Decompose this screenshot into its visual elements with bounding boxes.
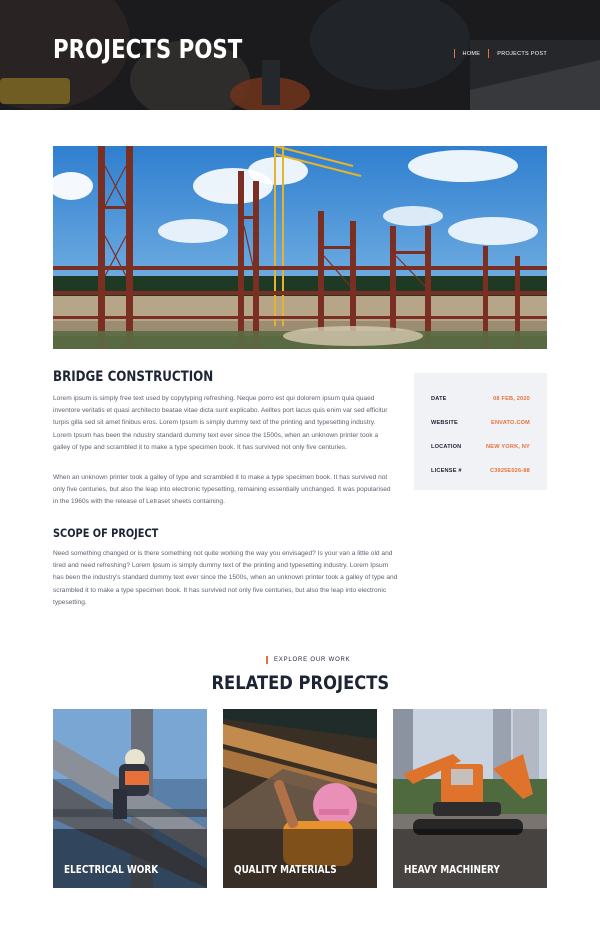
project-description-paragraph: Lorem ipsum is simply free text used by copytyping refreshing. Neque porro est qui dolorem ipsum quia quaed inventore veritatis et quasi architecto beatae vitae dicta sunt explicabo. Aelltes port lacus quis enim var sed efficitur turpis gilla sed sit amet finibus eros. Lorem Ipsum is simply dummy text of the printing and typesetting industry. Lorem Ipsum has been the ndustry standard dummy text ever since the 1500s, when an unknown printer took a galley of type and scrambled it to make a type specimen book. It has survived not only five centuries. (53, 395, 388, 451)
project-info-card (414, 373, 547, 490)
scope-description: Need something changed or is there something not quite working the way you envisaged? Is your van a little old and tired and need refreshing? Lorem Ipsum is simply dummy text of the printing and typesetting industry. Lorem Ipsum has been the industry's standard dummy text ever since the 1500s, when an unknown printer took a galley of type and scrambled it to make a type specimen book. It has survived not only five centuries, but also the leap into electronic typesetting. (53, 550, 398, 606)
info-label: DATE (431, 396, 447, 402)
related-eyebrow (266, 656, 350, 664)
info-value: NEW YORK, NY (486, 444, 530, 450)
breadcrumb-current: PROJECTS POST (497, 50, 547, 57)
breadcrumb (454, 49, 547, 58)
related-project-card[interactable] (223, 709, 377, 888)
card-photo-machinery (393, 709, 547, 888)
info-row-license (431, 459, 530, 483)
related-project-card[interactable] (393, 709, 547, 888)
info-value: C3925E026-88 (489, 468, 530, 474)
info-label: LOCATION (431, 444, 462, 450)
card-photo-materials (223, 709, 377, 888)
breadcrumb-divider (454, 49, 455, 58)
related-project-card[interactable] (53, 709, 207, 888)
info-row-website (431, 411, 530, 435)
scope-title: SCOPE OF PROJECT (53, 526, 159, 540)
info-value: 08 FEB, 2020 (493, 396, 530, 402)
project-description-paragraph: When an unknown printer took a galley of type and scrambled it to make a type specimen book. It has survived not only five centuries, but also the leap into electronic typesetting, remaining essentially unchanged. It was popularised in the 1960s with the release of Letraset sheets containing. (53, 474, 391, 506)
info-row-location (431, 435, 530, 459)
card-label: QUALITY MATERIALS (234, 864, 337, 876)
related-projects-title: RELATED PROJECTS (211, 672, 389, 694)
page-hero (0, 0, 600, 110)
page-title: PROJECTS POST (53, 35, 243, 65)
project-main-image (53, 146, 547, 349)
breadcrumb-home-link[interactable]: HOME (462, 50, 481, 57)
card-photo-electrical (53, 709, 207, 888)
eyebrow-accent-bar (266, 656, 268, 664)
card-label: HEAVY MACHINERY (404, 864, 500, 876)
info-label: LICENSE # (431, 468, 462, 474)
breadcrumb-divider (488, 49, 489, 58)
eyebrow-text: EXPLORE OUR WORK (274, 657, 351, 663)
card-label: ELECTRICAL WORK (64, 864, 159, 876)
website-link[interactable]: ENVATO.COM (491, 420, 530, 426)
info-label: WEBSITE (431, 420, 458, 426)
project-title: BRIDGE CONSTRUCTION (53, 369, 214, 385)
related-projects-heading (0, 672, 600, 694)
info-row-date (431, 387, 530, 411)
